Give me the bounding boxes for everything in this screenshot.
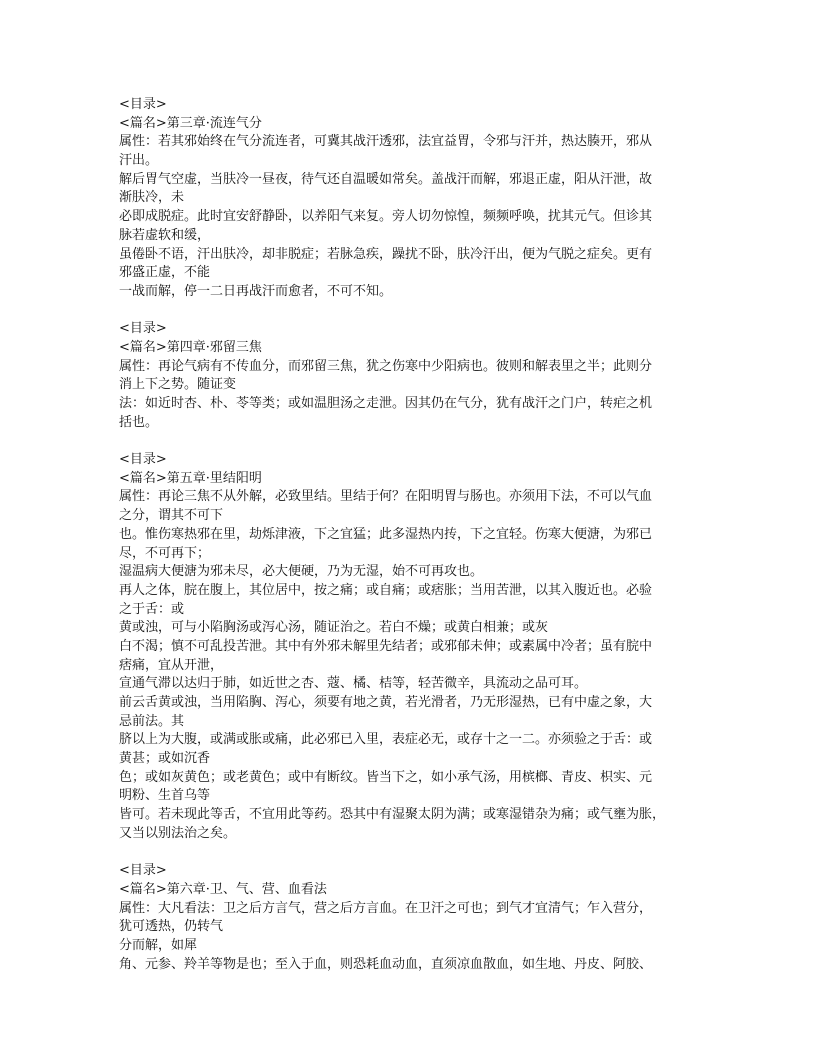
body-text-line: 属性：大凡看法：卫之后方言气，营之后方言血。在卫汗之可也；到气才宜清气；乍入营分， — [119, 900, 653, 916]
body-text-line: 黄甚；或如沉香 — [119, 751, 211, 767]
toc-link[interactable]: <目录> — [119, 452, 167, 468]
body-text-line: 角、元参、羚羊等物是也；至入于血，则恐耗血动血，直须凉血散血，如生地、丹皮、阿胶、 — [119, 956, 653, 972]
body-text-line: 必即成脱症。此时宜安舒静卧，以养阳气来复。旁人切勿惊惶，频频呼唤，扰其元气。但诊其 — [119, 209, 653, 225]
body-text-line: 尽，不可再下； — [119, 545, 211, 561]
toc-link[interactable]: <目录> — [119, 321, 167, 337]
body-text-line: 皆可。若未现此等舌，不宜用此等药。恐其中有湿聚太阴为满；或寒湿错杂为痛；或气壅为胀， — [119, 807, 666, 823]
chapter-section — [119, 862, 699, 974]
body-text-line: 括也。 — [119, 414, 159, 430]
chapter-title: <篇名>第五章·里结阳明 — [119, 470, 262, 486]
body-text-line: 湿温病大便溏为邪未尽，必大便硬，乃为无湿，始不可再攻也。 — [119, 564, 484, 580]
body-text-line: 白不渴；慎不可乱投苦泄。其中有外邪未解里先结者；或邪郁未伸；或素属中冷者；虽有脘中 — [119, 638, 653, 654]
body-text-line: 汗出。 — [119, 153, 159, 169]
chapter-title: <篇名>第四章·邪留三焦 — [119, 339, 262, 355]
body-text-line: 忌前法。其 — [119, 713, 185, 729]
body-text-line: 消上下之势。随证变 — [119, 377, 237, 393]
body-text-line: 法：如近时杏、朴、苓等类；或如温胆汤之走泄。因其仍在气分，犹有战汗之门户，转疟之机 — [119, 396, 653, 411]
body-text-line: 邪盛正虚，不能 — [119, 265, 211, 281]
body-text-line: 一战而解，停一二日再战汗而愈者，不可不知。 — [119, 283, 393, 299]
body-text-line: 属性：若其邪始终在气分流连者，可冀其战汗透邪，法宜益胃，令邪与汗并，热达腠开，邪从 — [119, 134, 653, 150]
section-spacer — [119, 302, 699, 321]
body-text-line: 犹可透热，仍转气 — [119, 919, 224, 935]
body-text-line: 之于舌：或 — [119, 601, 185, 617]
chapter-title: <篇名>第六章·卫、气、营、血看法 — [119, 881, 327, 897]
body-text-line: 属性：再论三焦不从外解，必致里结。里结于何？在阳明胃与肠也。亦须用下法，不可以气血 — [119, 489, 653, 505]
body-text-line: 痞痛，宜从开泄， — [119, 657, 224, 673]
section-spacer — [119, 844, 699, 863]
toc-link[interactable]: <目录> — [119, 97, 167, 112]
body-text-line: 也。惟伤寒热邪在里，劫烁津液，下之宜猛；此多湿热内抟，下之宜轻。伤寒大便溏，为邪已 — [119, 526, 653, 542]
body-text-line: 宣通气滞以达归于肺，如近世之杏、蔻、橘、桔等，轻苦微辛，具流动之品可耳。 — [119, 676, 588, 692]
document-page — [119, 96, 699, 974]
body-text-line: 再人之体，脘在腹上，其位居中，按之痛；或自痛；或痞胀；当用苦泄，以其入腹近也。必验 — [119, 582, 653, 598]
body-text-line: 又当以别法治之矣。 — [119, 825, 237, 841]
body-text-line: 属性：再论气病有不传血分，而邪留三焦，犹之伤寒中少阳病也。彼则和解表里之半；此则分 — [119, 358, 653, 374]
chapter-section — [119, 451, 699, 843]
body-text-line: 分而解，如犀 — [119, 937, 198, 953]
chapter-section — [119, 96, 699, 302]
body-text-line: 虽倦卧不语，汗出肤冷，却非脱症；若脉急疾，躁扰不卧，肤冷汗出，便为气脱之症矣。更有 — [119, 246, 653, 262]
chapter-title: <篇名>第三章·流连气分 — [119, 115, 262, 131]
body-text-line: 明粉、生首乌等 — [119, 788, 211, 804]
body-text-line: 脉若虚软和缓， — [119, 227, 211, 243]
body-text-line: 渐肤冷，未 — [119, 190, 185, 206]
body-text-line: 解后胃气空虚，当肤冷一昼夜，待气还自温暖如常矣。盖战汗而解，邪退正虚，阳从汗泄，故 — [119, 171, 653, 187]
body-text-line: 前云舌黄或浊，当用陷胸、泻心，须要有地之黄，若光滑者，乃无形湿热，已有中虚之象，大 — [119, 695, 653, 710]
body-text-line: 色；或如灰黄色；或老黄色；或中有断纹。皆当下之，如小承气汤，用槟榔、青皮、枳实、元 — [119, 769, 653, 785]
body-text-line: 脐以上为大腹，或满或胀或痛，此必邪已入里，表症必无，或存十之一二。亦须验之于舌：或 — [119, 732, 653, 748]
body-text-line: 之分，谓其不可下 — [119, 508, 224, 524]
section-spacer — [119, 432, 699, 451]
toc-link[interactable]: <目录> — [119, 863, 167, 879]
chapter-section — [119, 320, 699, 432]
body-text-line: 黄或浊，可与小陷胸汤或泻心汤，随证治之。若白不燥；或黄白相兼；或灰 — [119, 620, 549, 636]
